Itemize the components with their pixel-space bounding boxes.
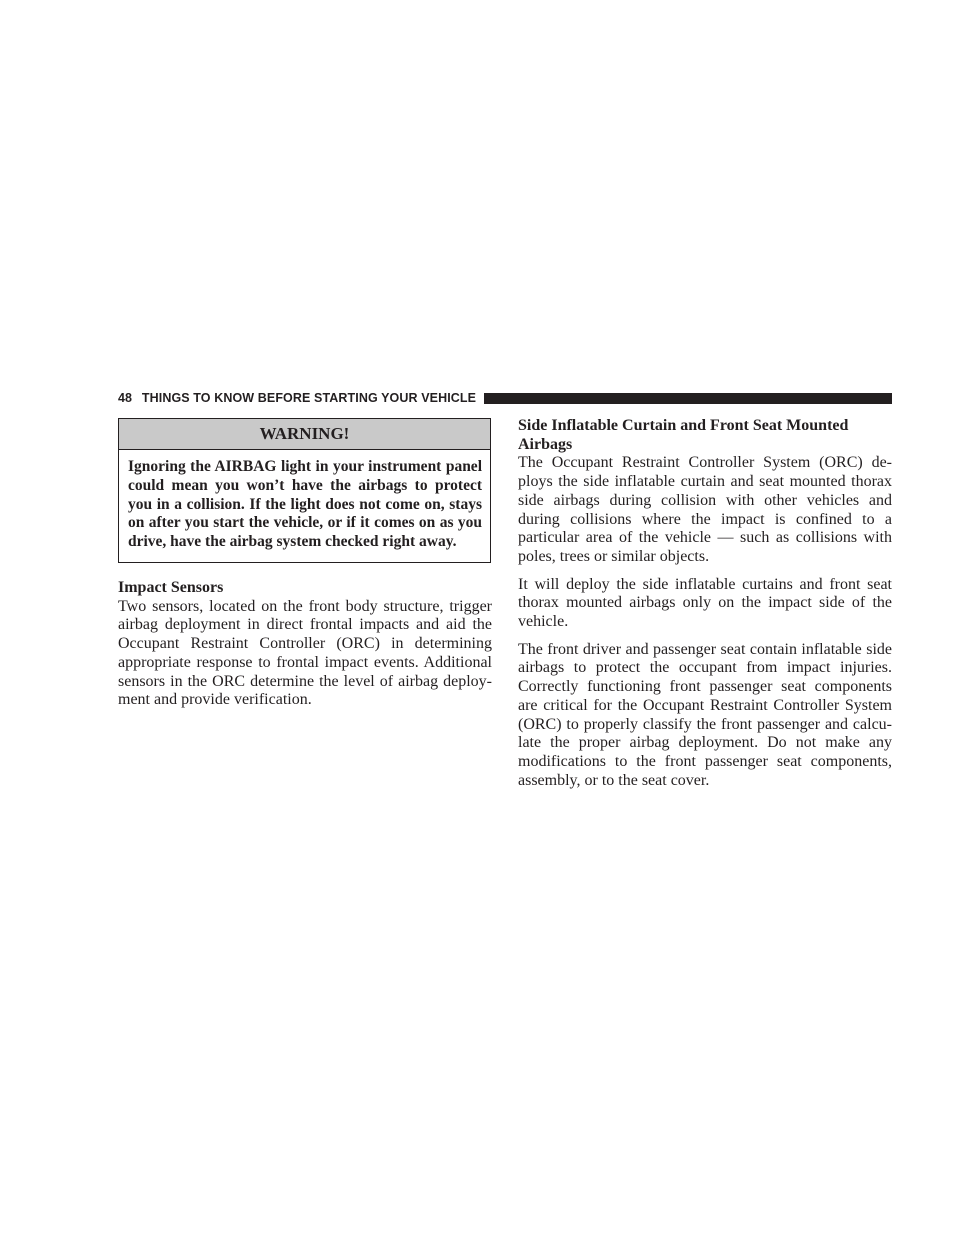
impact-sensors-heading: Impact Sensors (118, 578, 224, 596)
warning-body: Ignoring the AIRBAG light in your instrument panel could mean you won’t have the airbags to protect you in a collision. If the light does not come on, stays on after you start the vehicle, or if it comes on as you drive, have the airbag system checked right away. (128, 458, 482, 551)
warning-title: WARNING! (119, 419, 490, 450)
side-airbags-paragraph-3: The front driver and passenger seat contain inflatable side airbags to protect the occupant from impact injuries. Correctly functioning front passenger seat components are critical for the Occupant Restraint Controller System (ORC) to properly classify the front passenger and calculate the proper airbag deployment. Do not make any modifications to the front passenger seat components, assembly, or to the seat cover. (518, 640, 892, 789)
impact-sensors-paragraph: Two sensors, located on the front body structure, trigger airbag deployment in direct frontal impacts and aid the Occupant Restraint Controller (ORC) in determining appropriate response to frontal impact events. Additional sensors in the ORC determine the level of airbag deployment and provide verification. (118, 597, 492, 709)
left-column (118, 418, 492, 710)
side-airbags-paragraph-1: The Occupant Restraint Controller System (ORC) deploys the side inflatable curtain and seat mounted thorax side airbags during collision with other vehicles and during collisions where the impact is confined to a particular area of the vehicle — such as collisions with poles, trees or similar objects. (518, 454, 892, 565)
section-title: THINGS TO KNOW BEFORE STARTING YOUR VEHICLE (141, 391, 477, 405)
page-header (118, 388, 892, 408)
header-rule (484, 393, 892, 404)
side-airbags-heading: Side Inflatable Curtain and Front Seat Mounted Airbags (518, 417, 849, 453)
right-column (518, 417, 892, 790)
warning-box (118, 418, 491, 563)
page-number: 48 (118, 391, 132, 405)
side-airbags-paragraph-2: It will deploy the side inflatable curtains and front seat thorax mounted airbags only on the impact side of the vehicle. (518, 575, 892, 631)
